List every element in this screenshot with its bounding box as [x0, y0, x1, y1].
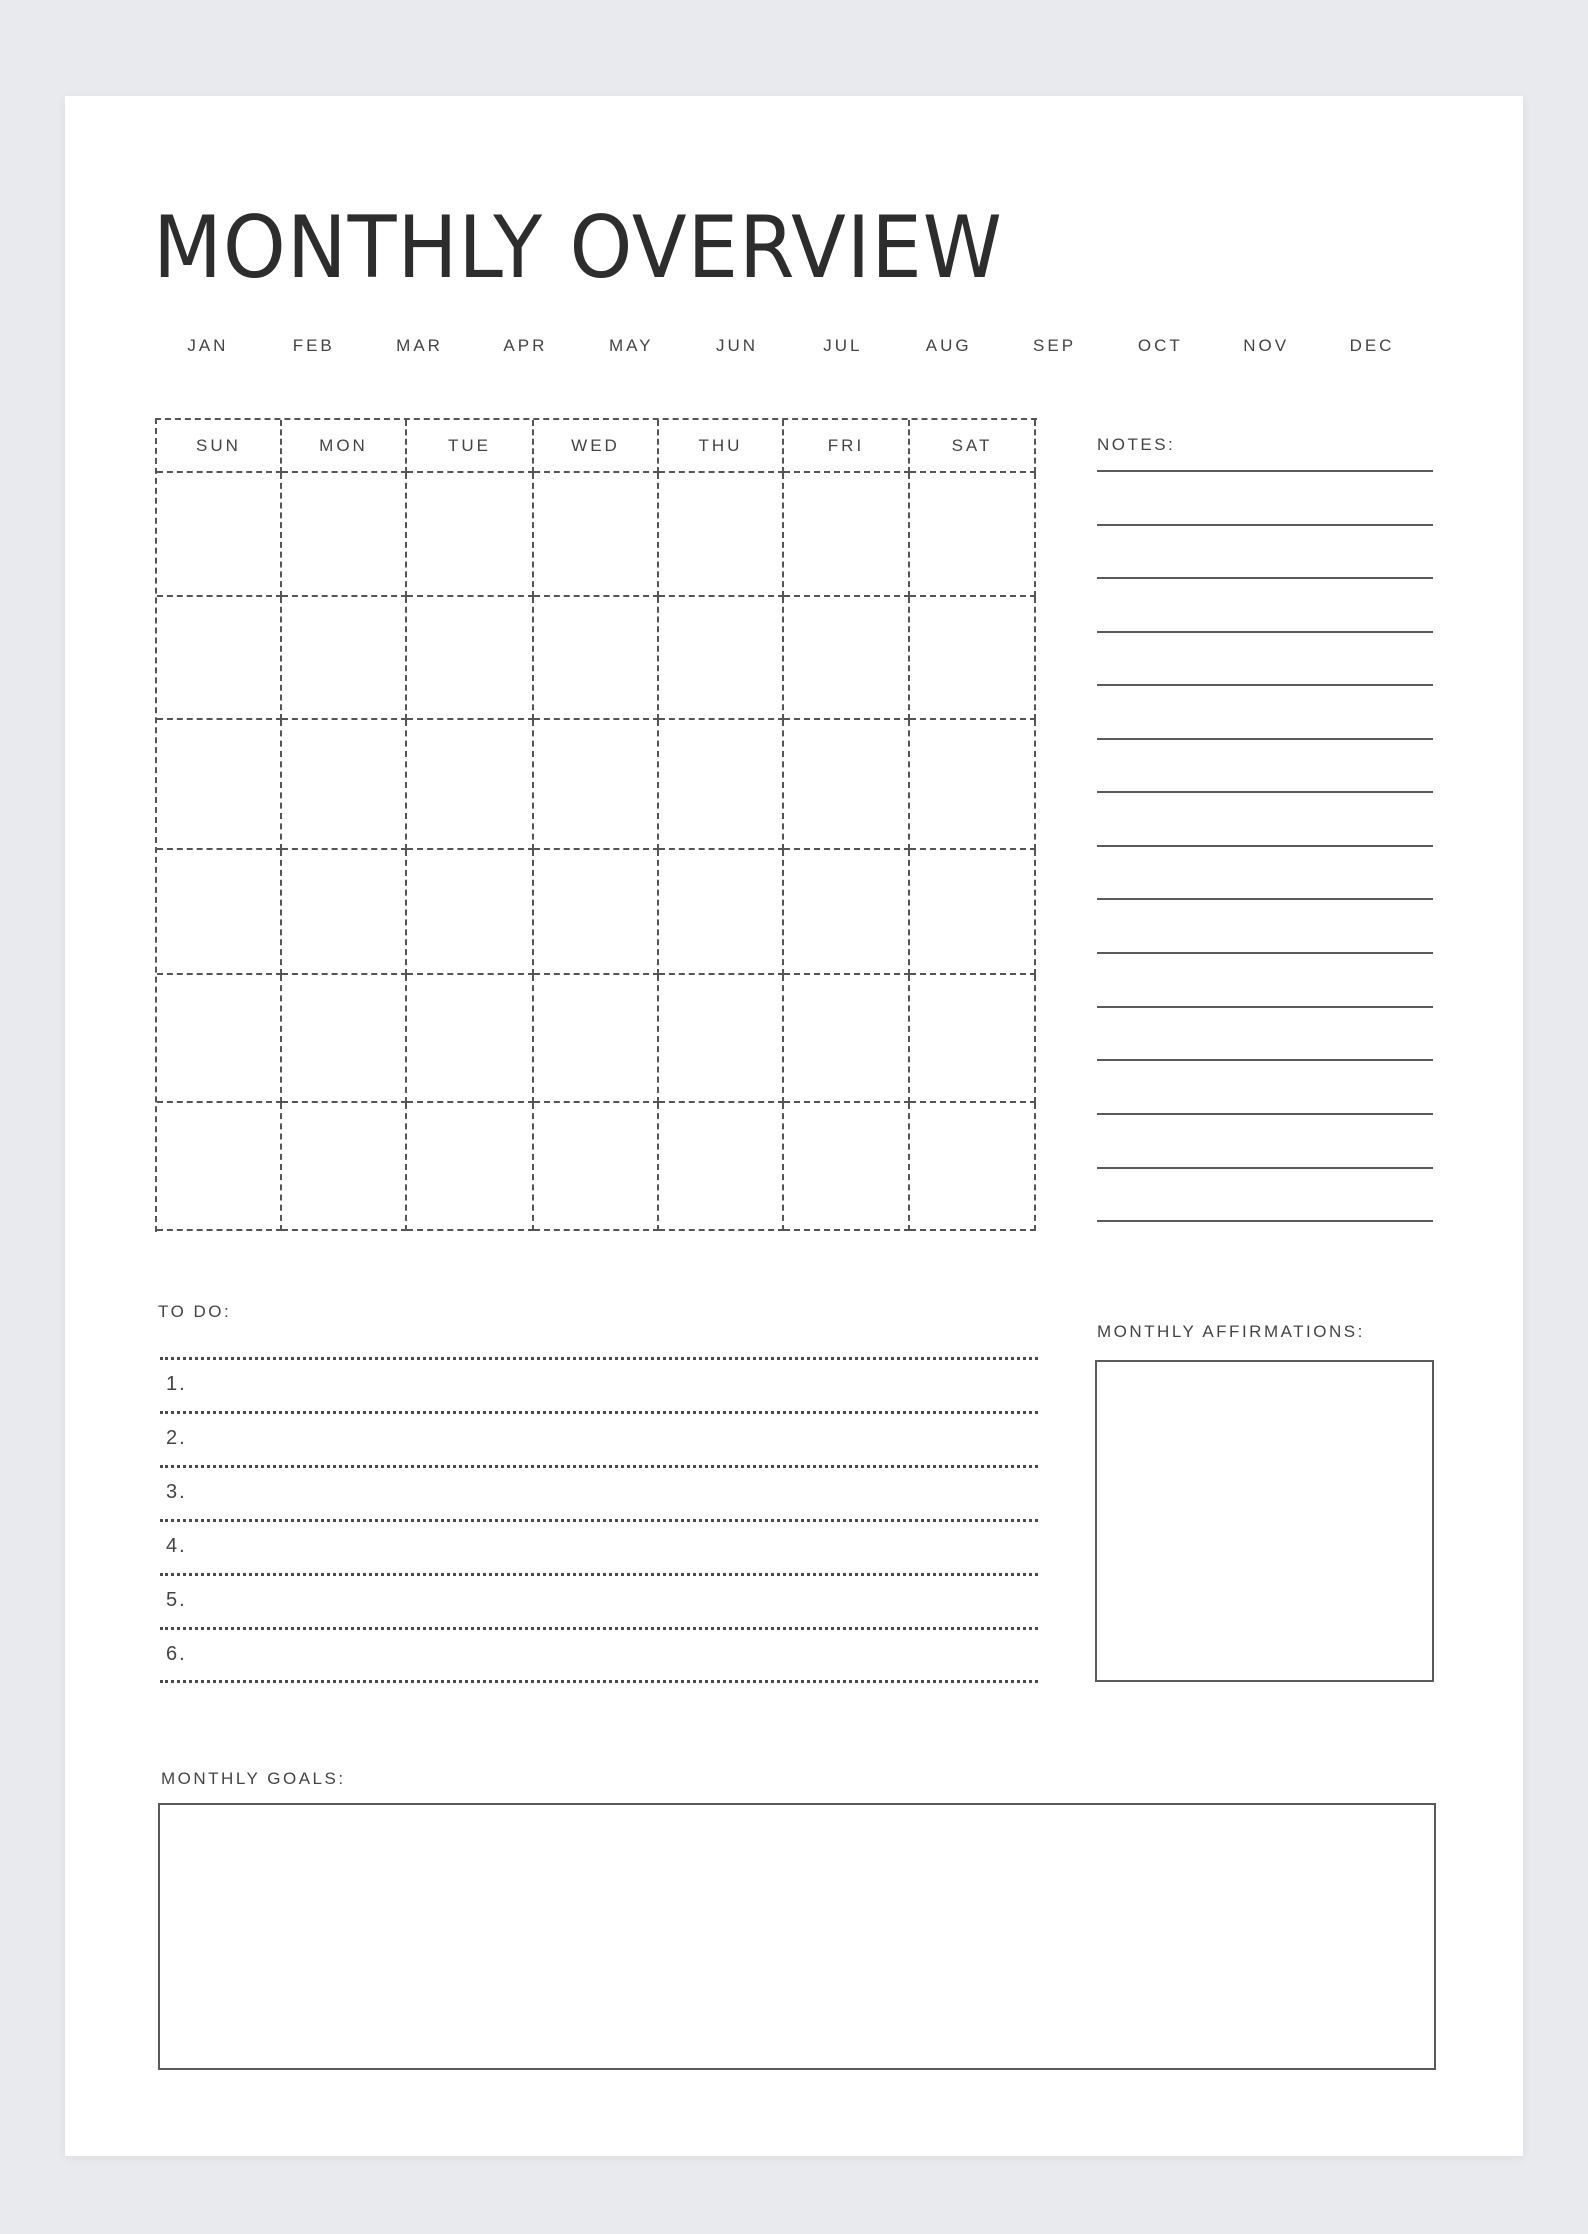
calendar-day-cell[interactable] — [407, 720, 534, 850]
notes-line[interactable] — [1097, 845, 1433, 847]
calendar-day-cell[interactable] — [282, 850, 407, 975]
notes-line[interactable] — [1097, 1167, 1433, 1169]
todo-rule — [160, 1411, 1038, 1414]
month-apr[interactable]: APR — [503, 336, 548, 355]
weekday-mon: MON — [282, 420, 407, 473]
calendar-day-cell[interactable] — [407, 850, 534, 975]
calendar-day-cell[interactable] — [282, 597, 407, 720]
goals-label: MONTHLY GOALS: — [161, 1769, 346, 1788]
todo-rule — [160, 1573, 1038, 1576]
notes-line[interactable] — [1097, 738, 1433, 740]
calendar-day-cell[interactable] — [910, 473, 1036, 597]
notes-line[interactable] — [1097, 577, 1433, 579]
todo-rule — [160, 1357, 1038, 1360]
calendar-day-cell[interactable] — [407, 597, 534, 720]
notes-line[interactable] — [1097, 1059, 1433, 1061]
weekday-sat: SAT — [910, 420, 1036, 473]
calendar-day-cell[interactable] — [534, 473, 659, 597]
notes-line[interactable] — [1097, 1113, 1433, 1115]
calendar-day-cell[interactable] — [659, 597, 784, 720]
month-selector — [155, 336, 1425, 356]
notes-line[interactable] — [1097, 898, 1433, 900]
calendar-day-cell[interactable] — [534, 720, 659, 850]
month-jun[interactable]: JUN — [716, 336, 759, 355]
month-aug[interactable]: AUG — [925, 336, 972, 355]
calendar-day-cell[interactable] — [407, 473, 534, 597]
affirmations-label: MONTHLY AFFIRMATIONS: — [1097, 1322, 1365, 1341]
weekday-sun: SUN — [157, 420, 282, 473]
todo-rule — [160, 1519, 1038, 1522]
calendar-day-cell[interactable] — [157, 597, 282, 720]
notes-label: NOTES: — [1097, 435, 1176, 454]
goals-box[interactable] — [158, 1803, 1436, 2070]
affirmations-box[interactable] — [1095, 1360, 1434, 1682]
calendar-day-cell[interactable] — [784, 597, 910, 720]
todo-item-4[interactable]: 4. — [166, 1535, 187, 1557]
calendar-day-cell[interactable] — [157, 720, 282, 850]
calendar-day-cell[interactable] — [910, 597, 1036, 720]
calendar-day-cell[interactable] — [659, 975, 784, 1103]
notes-line[interactable] — [1097, 952, 1433, 954]
notes-line[interactable] — [1097, 1006, 1433, 1008]
month-oct[interactable]: OCT — [1137, 336, 1183, 355]
notes-line[interactable] — [1097, 470, 1433, 472]
notes-line[interactable] — [1097, 1220, 1433, 1222]
calendar-day-cell[interactable] — [534, 850, 659, 975]
todo-rule — [160, 1680, 1038, 1683]
calendar-grid — [155, 418, 1037, 1232]
calendar-day-cell[interactable] — [910, 975, 1036, 1103]
calendar-day-cell[interactable] — [659, 850, 784, 975]
calendar-day-cell[interactable] — [784, 1103, 910, 1231]
calendar-day-cell[interactable] — [659, 720, 784, 850]
todo-label: TO DO: — [158, 1302, 232, 1321]
calendar-day-cell[interactable] — [157, 473, 282, 597]
month-sep[interactable]: SEP — [1033, 336, 1077, 355]
month-dec[interactable]: DEC — [1349, 336, 1395, 355]
calendar-day-cell[interactable] — [282, 720, 407, 850]
weekday-wed: WED — [534, 420, 659, 473]
calendar-day-cell[interactable] — [157, 975, 282, 1103]
weekday-thu: THU — [659, 420, 784, 473]
calendar-day-cell[interactable] — [784, 720, 910, 850]
weekday-tue: TUE — [407, 420, 534, 473]
notes-line[interactable] — [1097, 791, 1433, 793]
month-mar[interactable]: MAR — [396, 336, 443, 355]
page-title: MONTHLY OVERVIEW — [153, 198, 1003, 298]
calendar-day-cell[interactable] — [784, 473, 910, 597]
calendar-day-cell[interactable] — [534, 597, 659, 720]
calendar-day-cell[interactable] — [407, 1103, 534, 1231]
calendar-day-cell[interactable] — [282, 1103, 407, 1231]
month-nov[interactable]: NOV — [1243, 336, 1290, 355]
month-may[interactable]: MAY — [608, 336, 654, 355]
weekday-fri: FRI — [784, 420, 910, 473]
calendar-day-cell[interactable] — [534, 975, 659, 1103]
calendar-day-cell[interactable] — [407, 975, 534, 1103]
notes-line[interactable] — [1097, 631, 1433, 633]
month-jul[interactable]: JUL — [823, 336, 863, 355]
todo-item-2[interactable]: 2. — [166, 1427, 187, 1449]
todo-item-3[interactable]: 3. — [166, 1481, 187, 1503]
notes-line[interactable] — [1097, 684, 1433, 686]
calendar-day-cell[interactable] — [534, 1103, 659, 1231]
todo-rule — [160, 1465, 1038, 1468]
calendar-day-cell[interactable] — [910, 1103, 1036, 1231]
calendar-day-cell[interactable] — [157, 850, 282, 975]
month-feb[interactable]: FEB — [292, 336, 335, 355]
todo-item-6[interactable]: 6. — [166, 1643, 187, 1665]
calendar-day-cell[interactable] — [157, 1103, 282, 1231]
notes-line[interactable] — [1097, 524, 1433, 526]
todo-item-1[interactable]: 1. — [166, 1373, 187, 1395]
calendar-day-cell[interactable] — [910, 850, 1036, 975]
todo-item-5[interactable]: 5. — [166, 1589, 187, 1611]
calendar-day-cell[interactable] — [784, 850, 910, 975]
calendar-day-cell[interactable] — [282, 975, 407, 1103]
calendar-day-cell[interactable] — [282, 473, 407, 597]
calendar-day-cell[interactable] — [659, 1103, 784, 1231]
todo-rule — [160, 1627, 1038, 1630]
calendar-day-cell[interactable] — [784, 975, 910, 1103]
month-jan[interactable]: JAN — [187, 336, 229, 355]
calendar-day-cell[interactable] — [659, 473, 784, 597]
calendar-day-cell[interactable] — [910, 720, 1036, 850]
